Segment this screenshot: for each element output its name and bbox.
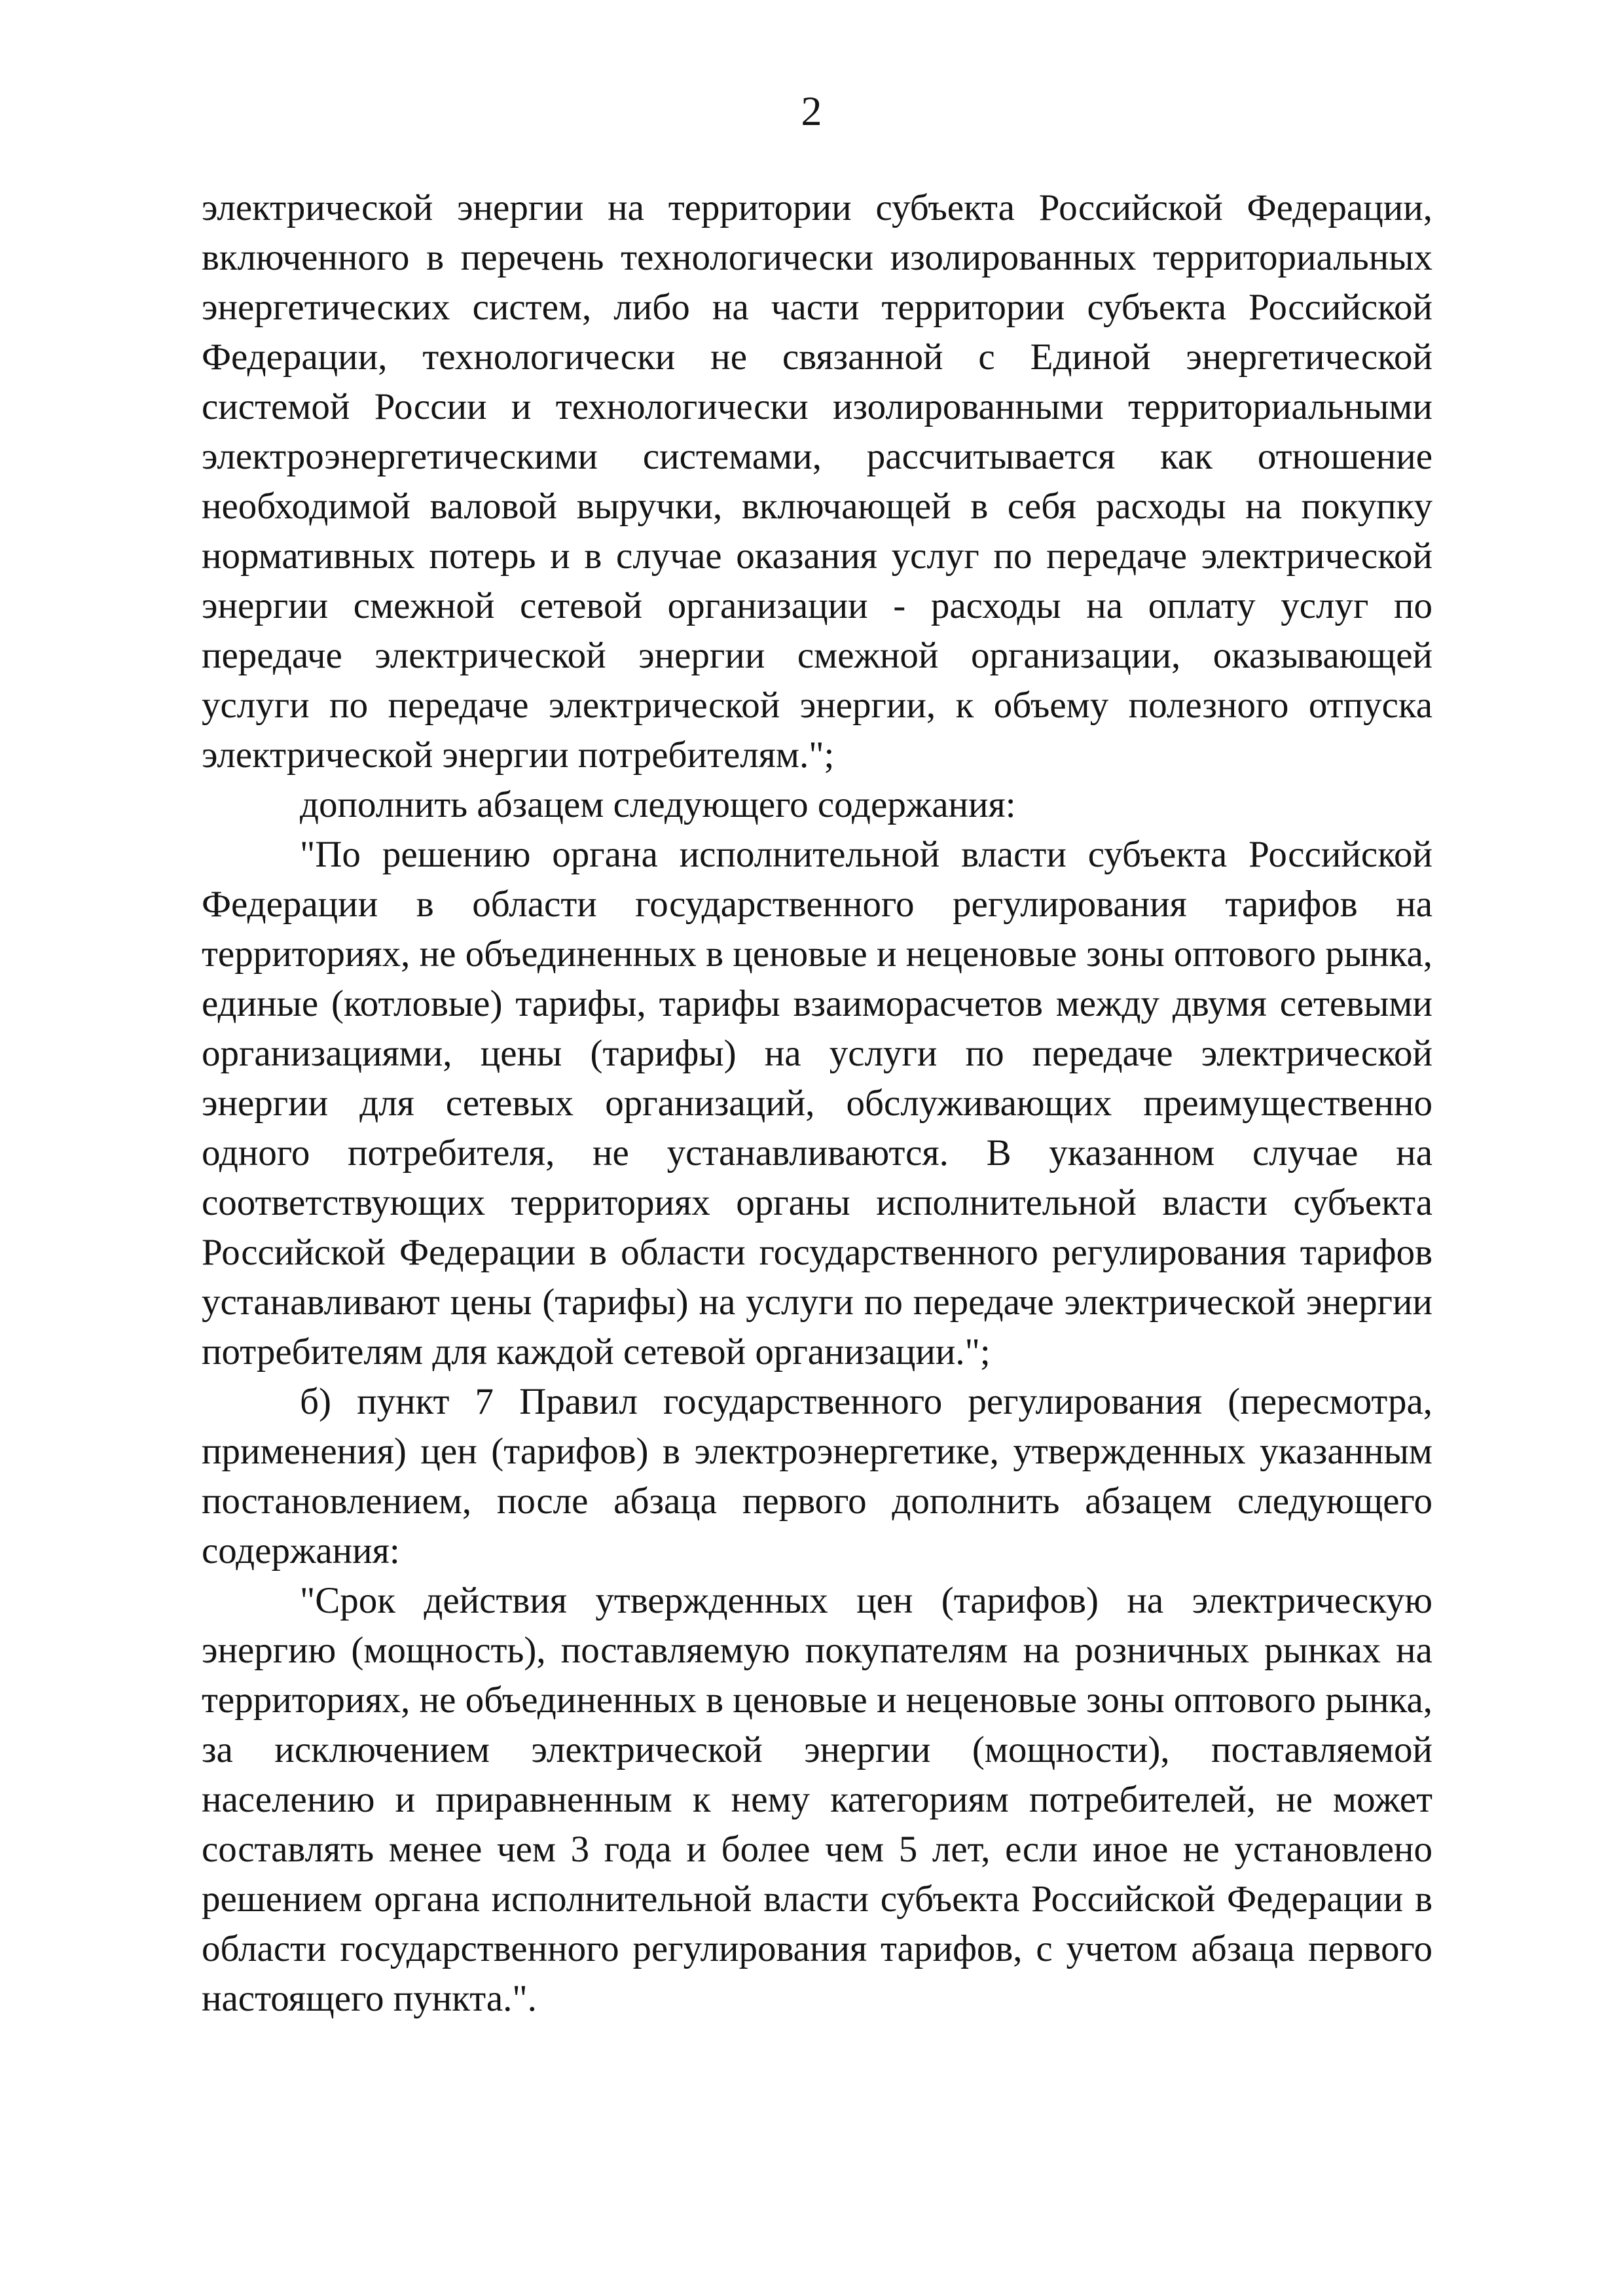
paragraph-continuation: электрической энергии на территории субъекта Российской Федерации, включенного в перечень технологически изолированных территориальных энергетических систем, либо на части территории субъекта Российской Федерации, технологически не связанной с Единой энергетической системой России и технологически изолированными территориальными электроэнергетическими системами, рассчитывается как отношение необходимой валовой выручки, включающей в себя расходы на покупку нормативных потерь и в случае оказания услуг по передаче электрической энергии смежной сетевой организации - расходы на оплату услуг по передаче электрической энергии смежной организации, оказывающей услуги по передаче электрической энергии, к объему полезного отпуска электрической энергии потребителям."; — [202, 187, 1432, 776]
paragraph-quoted-decision: "По решению органа исполнительной власти субъекта Российской Федерации в области государственного регулирования тарифов на территориях, не объединенных в ценовые и неценовые зоны оптового рынка, единые (котловые) тарифы, тарифы взаиморасчетов между двумя сетевыми организациями, цены (тарифы) на услуги по передаче электрической энергии для сетевых организаций, обслуживающих преимущественно одного потребителя, не устанавливаются. В указанном случае на соответствующих территориях органы исполнительной власти субъекта Российской Федерации в области государственного регулирования тарифов устанавливают цены (тарифы) на услуги по передаче электрической энергии потребителям для каждой сетевой организации."; — [202, 834, 1432, 1372]
paragraph-quoted-term: "Срок действия утвержденных цен (тарифов) на электрическую энергию (мощность), поставляемую покупателям на розничных рынках на территориях, не объединенных в ценовые и неценовые зоны оптового рынка, за исключением электрической энергии (мощности), поставляемой населению и приравненным к нему категориям потребителей, не может составлять менее чем 3 года и более чем 5 лет, если иное не установлено решением органа исполнительной власти субъекта Российской Федерации в области государственного регулирования тарифов, с учетом абзаца первого настоящего пункта.". — [202, 1580, 1432, 2019]
paragraph-instruction-add: дополнить абзацем следующего содержания: — [300, 784, 1016, 825]
document-body — [202, 183, 1432, 2024]
page-number: 2 — [801, 88, 822, 134]
paragraph-item-b: б) пункт 7 Правил государственного регулирования (пересмотра, применения) цен (тарифов) в электроэнергетике, утвержденных указанным постановлением, после абзаца первого дополнить абзацем следующего содержания: — [202, 1381, 1432, 1571]
